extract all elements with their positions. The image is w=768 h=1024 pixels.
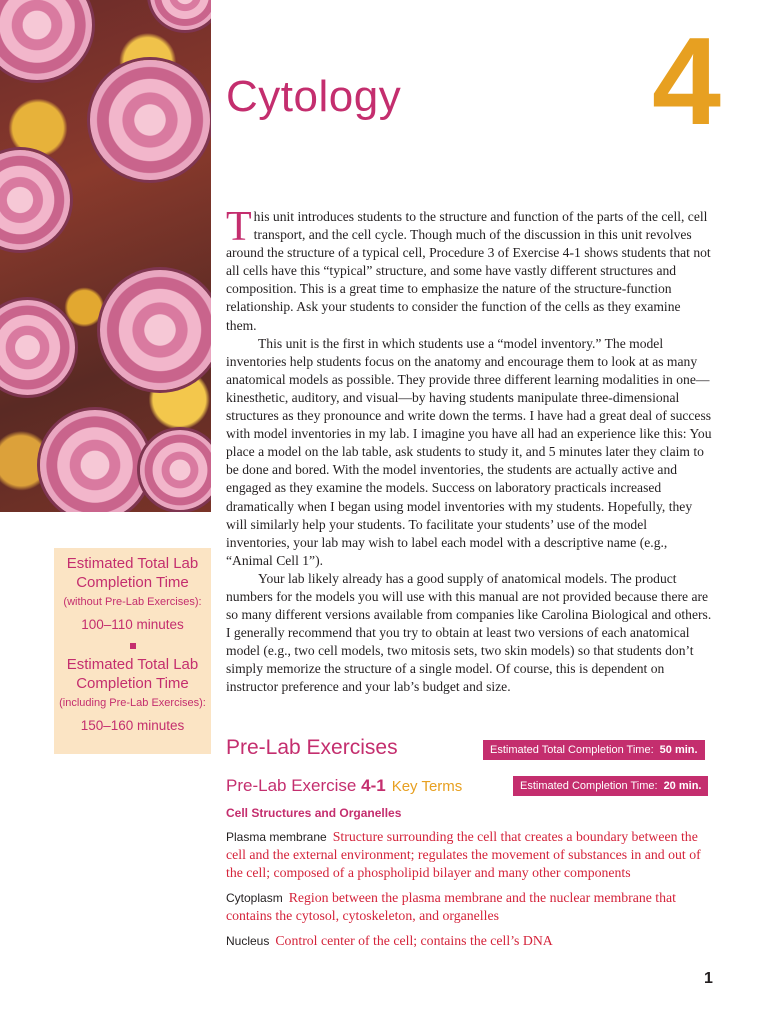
chapter-number: 4 <box>652 13 721 151</box>
total-time-badge <box>483 740 705 760</box>
exercise-prefix: Pre-Lab Exercise <box>226 776 362 795</box>
exercise-title: Key Terms <box>391 778 463 795</box>
total-time-badge-value: 50 min. <box>659 744 698 756</box>
sidebar-minutes-including: 150–160 minutes <box>80 718 185 733</box>
term-entry <box>226 828 716 882</box>
sidebar-sub-without: (without Pre-Lab Exercises): <box>63 596 202 608</box>
exercise-time-badge <box>513 776 708 796</box>
term-definition: Structure surrounding the cell that creates a boundary between the cell and the external environment; regulates the movement of substances in and out of the cell; composed of a phospholipid bilayer and many other components <box>226 829 701 880</box>
sidebar-heading-including: Estimated Total Lab Completion Time <box>66 656 199 692</box>
intro-paragraph-1 <box>226 204 714 335</box>
sidebar-sub-including: (including Pre-Lab Exercises): <box>59 697 206 709</box>
sidebar-bullet-divider <box>130 643 136 649</box>
prelab-heading: Pre-Lab Exercises <box>226 736 398 759</box>
intro-paragraph-2: This unit is the first in which students use a “model inventory.” The model inventories help students focus on the anatomy and encourage them to look at as many anatomical models as possible. They provide three different learning modalities in one—kinesthetic, auditory, and visual—by having students manipulate three-dimensional structures as they pronounce and write down the terms. I have had a great deal of success with model inventories in my lab. I imagine you have all had an experience like this: You place a model on the lab table, ask students to study it, and 5 minutes later they claim to be done and bored. With the model inventories, the students are actually active and engaged as they examine the models. Success on laboratory practicals increased dramatically when I began using model inventories with my students. Hopefully, they will similarly help your students. To facilitate your students’ use of the model inventories, your lab may wish to label each model with a descriptive name (e.g., “Animal Cell 1”). <box>226 335 712 568</box>
chapter-title: Cytology <box>226 72 402 121</box>
term-word: Cytoplasm <box>226 891 283 905</box>
subsection-heading: Cell Structures and Organelles <box>226 806 402 820</box>
completion-time-sidebar <box>54 548 211 754</box>
page-number: 1 <box>704 970 713 987</box>
exercise-time-badge-label: Estimated Completion Time: <box>520 780 658 792</box>
term-word: Nucleus <box>226 934 270 948</box>
sidebar-minutes-without: 100–110 minutes <box>81 617 184 632</box>
term-definition: Control center of the cell; contains the cell’s DNA <box>275 933 553 948</box>
total-time-badge-label: Estimated Total Completion Time: <box>490 744 654 756</box>
term-definition: Region between the plasma membrane and the nuclear membrane that contains the cytosol, cytoskeleton, and organelles <box>226 890 676 923</box>
sidebar-heading-without: Estimated Total Lab Completion Time <box>66 555 199 591</box>
drop-cap: T <box>226 204 252 250</box>
term-word: Plasma membrane <box>226 830 327 844</box>
intro-paragraph-3: Your lab likely already has a good supply of anatomical models. The product numbers for the models you will use with this manual are not provided because there are so many different versions available from companies like Carolina Biological and others. I generally recommend that you try to obtain at least two versions of each anatomical model (e.g., two cell models, two mitosis sets, two skin models) so that students don’t simply memorize the structure of a single model. Of course, this is dependent on instructor preference and your lab’s budget and size. <box>226 570 712 695</box>
exercise-time-badge-value: 20 min. <box>663 780 702 792</box>
cell-micrograph-photo <box>0 0 211 512</box>
term-entry <box>226 889 716 925</box>
exercise-number: 4-1 <box>361 776 386 795</box>
exercise-heading <box>226 776 462 796</box>
intro-paragraph-1-text: his unit introduces students to the structure and function of the parts of the cell, cell transport, and the cell cycle. Though much of the discussion in this unit revolves around the structure of a typical cell, Procedure 3 of Exercise 4-1 shows students that not all cells have this “typical” structure, and some have vastly different structures and composition. This is a great time to emphasize the nature of the structure-function relationship. Ask your students to consider the function of the cells as they examine them. <box>226 209 711 333</box>
intro-text <box>226 204 714 697</box>
term-entry <box>226 932 716 950</box>
